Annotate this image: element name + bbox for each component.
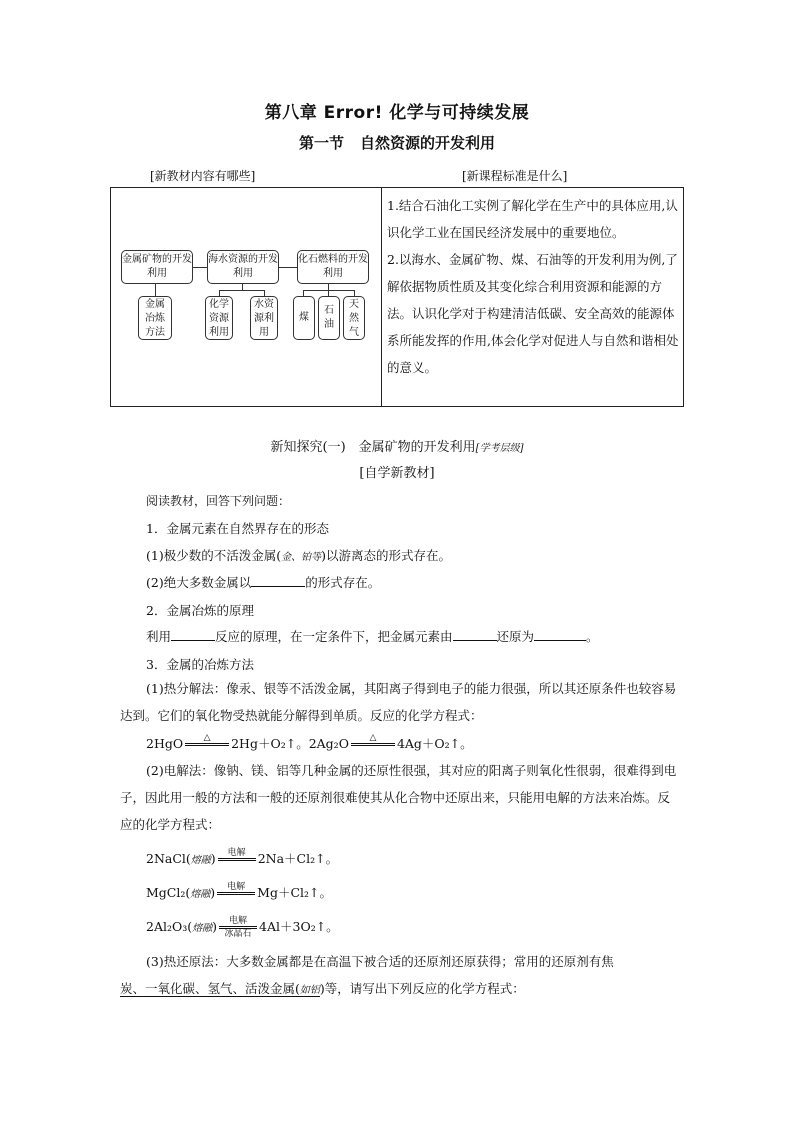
q1-b [146, 573, 380, 591]
node-petroleum: 石油 [318, 296, 340, 340]
content-label: [新教材内容有哪些] [150, 169, 256, 183]
answer-blank[interactable] [534, 628, 586, 641]
standard-label: [新课程标准是什么] [462, 169, 568, 183]
q1-a-note: 金、铂等 [281, 552, 322, 563]
explore-title [0, 436, 794, 455]
eq3-right: Mg＋Cl₂↑。 [257, 885, 333, 900]
eq3-cond: 电解 [227, 882, 246, 892]
q2-title: 2．金属冶炼的原理 [146, 603, 254, 618]
answer-blank[interactable] [171, 628, 215, 641]
eq2-note: 熔融 [190, 855, 211, 866]
eq2-right: 2Na＋Cl₂↑。 [257, 851, 339, 866]
q1-b-post: 的形式存在。 [305, 575, 381, 590]
eq4-cond-bottom: 冰晶石 [224, 929, 252, 939]
node-water-resource: 水资源利用 [250, 296, 278, 340]
explore-title-text: 新知探究(一) 金属矿物的开发利用 [270, 440, 476, 455]
connector [279, 267, 297, 268]
reading-intro: 阅读教材，回答下列问题： [146, 494, 291, 508]
q2-p2: 反应的原理，在一定条件下，把金属元素由 [215, 629, 453, 644]
electrolysis-condition [218, 848, 256, 871]
eq1-right: 2Hg＋O₂↑。2Ag₂O [231, 736, 349, 751]
explore-title-tag: [学考层级] [475, 443, 524, 454]
section-name: 自然资源的开发利用 [360, 134, 496, 152]
section-title [0, 132, 794, 153]
eq1b-right: 4Ag＋O₂↑。 [396, 736, 473, 751]
eq3-note: 熔融 [190, 889, 211, 900]
q3-thermal-reduction [120, 948, 680, 1004]
standard-item: 2.以海水、金属矿物、煤、石油等的开发利用为例,了解依据物质性质及其变化综合利用资源和能源的方法。认识化学对于构建清洁低碳、安全高效的能源体系所能发挥的作用,体会化学对促进人与自然和谐相处的意义。 [387, 252, 679, 375]
node-smelting-method: 金属冶炼方法 [138, 296, 172, 340]
heat-condition [185, 733, 229, 756]
electrolysis-condition [219, 916, 257, 939]
eq3-left: MgCl₂( [146, 885, 191, 900]
eq4-left: 2Al₂O₃( [146, 919, 193, 934]
q3-3-post: )等，请写出下列反应的化学方程式： [319, 981, 525, 996]
q1-title: 1．金属元素在自然界存在的形态 [146, 521, 329, 536]
eq1-left: 2HgO [146, 736, 184, 751]
eq2-mid: ) [210, 851, 216, 866]
q2-p1: 利用 [146, 629, 172, 644]
reductant-list: 炭、一氧化碳、氢气、活泼金属( [120, 981, 300, 996]
q1-a-post: )以游离态的形式存在。 [321, 548, 451, 563]
q3-2-text: (2)电解法：像钠、镁、铝等几种金属的还原性很强，其对应的阳离子则氧化性很弱，很难得到电子，因此用一般的方法和一般的还原剂很难使其从化合物中还原出来，只能用电解的方法来冶炼。反应的化学方程式： [120, 763, 677, 832]
node-metal-minerals: 金属矿物的开发利用 [121, 250, 193, 284]
node-natural-gas: 天然气 [343, 296, 365, 340]
connector [155, 284, 156, 296]
answer-blank[interactable] [453, 628, 497, 641]
electrolysis-condition [217, 882, 255, 905]
q1-a [146, 546, 451, 564]
node-fossil-fuel: 化石燃料的开发利用 [297, 250, 369, 284]
section-number: 第一节 [298, 134, 344, 152]
eq3-mid: ) [210, 885, 216, 900]
eq4-right: 4Al＋3O₂↑。 [259, 919, 339, 934]
answer-blank[interactable] [251, 574, 305, 587]
connector [193, 267, 207, 268]
q2-p3: 还原为 [496, 629, 535, 644]
heat-condition [351, 733, 395, 756]
table-divider [381, 188, 382, 406]
standard-item: 1.结合石油化工实例了解化学在生产中的具体应用,认识化学工业在国民经济发展中的重要地位。 [387, 198, 678, 240]
q3-thermal-decomposition [120, 675, 680, 729]
q3-title: 3．金属的冶炼方法 [146, 657, 254, 672]
eq1b-cond: △ [369, 733, 377, 743]
q2-p4: 。 [586, 629, 599, 644]
node-coal: 煤 [293, 296, 315, 340]
eq4-cond-top: 电解 [229, 916, 248, 926]
eq2-cond: 电解 [227, 848, 246, 858]
eq4-note: 熔融 [192, 923, 213, 934]
chapter-title: 第八章 Error! 化学与可持续发展 [264, 103, 530, 123]
equation-1 [146, 733, 473, 756]
connector [303, 290, 355, 291]
equation-2 [146, 848, 338, 871]
q1-a-pre: (1)极少数的不活泼金属( [146, 548, 282, 563]
q1-b-pre: (2)绝大多数金属以 [146, 575, 252, 590]
intro-table [110, 187, 684, 407]
q3-3-text: (3)热还原法：大多数金属都是在高温下被合适的还原剂还原获得；常用的还原剂有焦 [146, 954, 614, 969]
equation-3 [146, 882, 332, 905]
eq1-cond: △ [203, 733, 211, 743]
explore-subtitle: [自学新教材] [359, 466, 435, 481]
q3-electrolysis [120, 757, 680, 838]
curriculum-standards [387, 192, 681, 381]
eq2-left: 2NaCl( [146, 851, 191, 866]
equation-4 [146, 916, 339, 939]
node-chemical-resource: 化学资源利用 [205, 296, 233, 340]
reductant-note: 如铝 [299, 985, 320, 996]
connector [219, 290, 265, 291]
eq4-mid: ) [212, 919, 218, 934]
q2-body [146, 627, 599, 645]
q3-1-text: (1)热分解法：像汞、银等不活泼金属，其阳离子得到电子的能力很强，所以其还原条件也较容易达到。它们的氧化物受热就能分解得到单质。反应的化学方程式： [120, 681, 677, 723]
node-seawater: 海水资源的开发利用 [207, 250, 279, 284]
